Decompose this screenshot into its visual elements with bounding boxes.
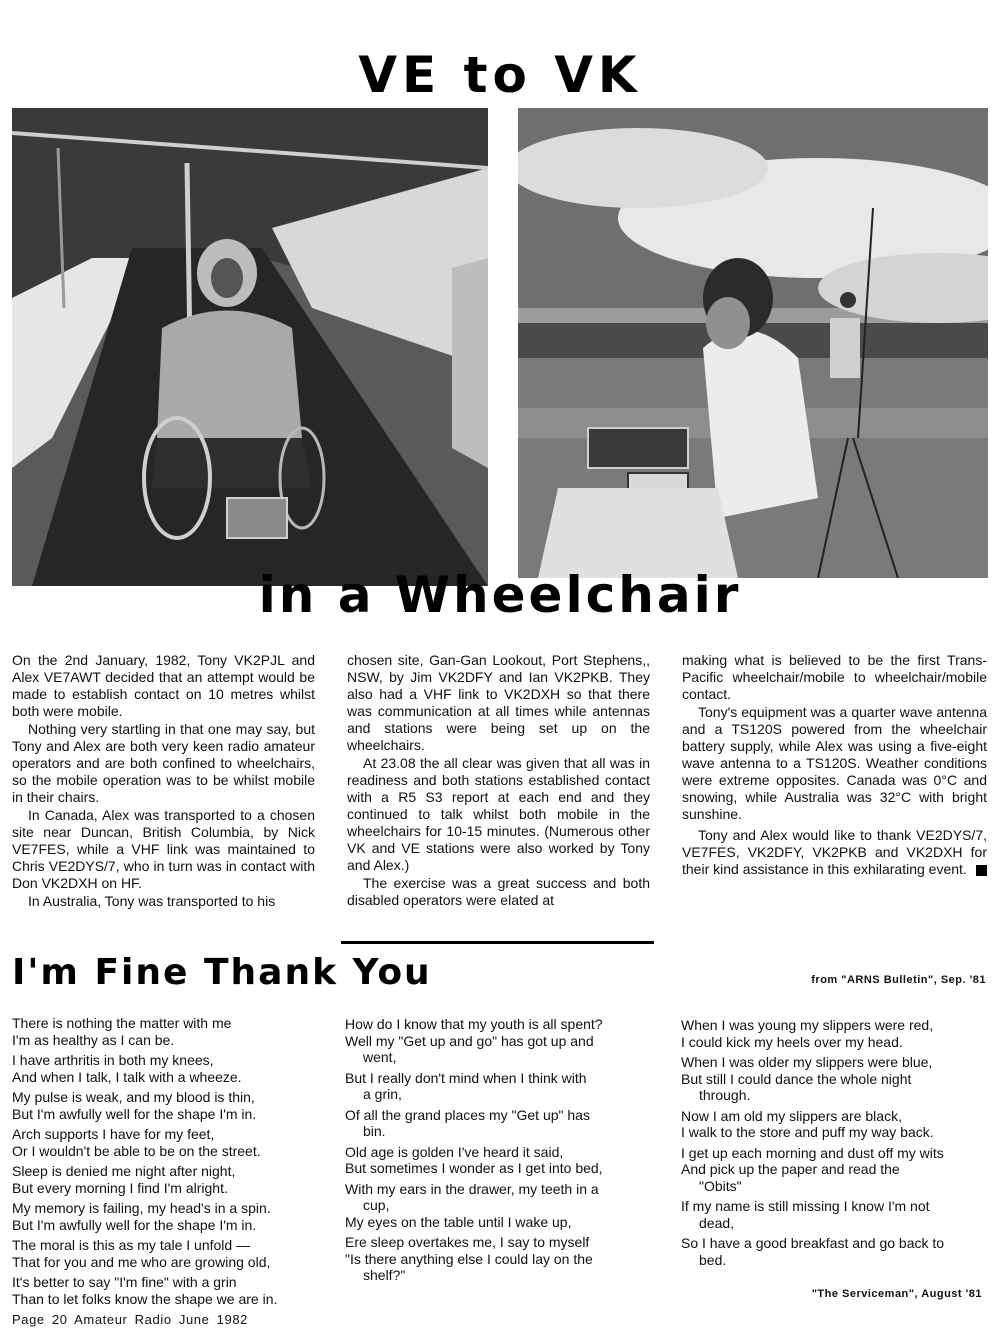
poem-line: But I'm awfully well for the shape I'm in.: [12, 1105, 257, 1122]
poem-stanza: [681, 1145, 988, 1195]
poem-line: With my ears in the drawer, my teeth in a: [345, 1180, 599, 1197]
photo-wheelchair-lookout-image: [518, 108, 988, 578]
article-paragraph: making what is believed to be the first Trans-Pacific wheelchair/mobile to wheelchair/mobile contact.: [682, 652, 987, 702]
poem-line: But I'm awfully well for the shape I'm in.: [12, 1216, 257, 1233]
poem-stanza: [681, 1235, 988, 1268]
article-paragraph: In Canada, Alex was transported to a chosen site near Duncan, British Columbia, by Nick VE7FES, while a VHF link was maintained to Chris VE2DYS/7, who in turn was in contact with Don VK2DXH on HF.: [12, 807, 315, 891]
poem-line: went,: [363, 1049, 397, 1065]
footer-issue-date: June 1982: [178, 1312, 248, 1327]
poem-stanza: [12, 1200, 330, 1233]
poem-stanza: [12, 1163, 330, 1196]
poem-stanza: [12, 1089, 330, 1122]
photo-wheelchair-snow-image: [12, 108, 488, 586]
poem-line: I get up each morning and dust off my wits: [681, 1144, 944, 1161]
poem-line: Sleep is denied me night after night,: [12, 1163, 236, 1179]
poem-line: My memory is failing, my head's in a spin.: [12, 1200, 271, 1216]
poem-stanza: [345, 1234, 653, 1284]
poem-line: a grin,: [363, 1086, 402, 1102]
photo-wheelchair-lookout: [518, 108, 988, 578]
article-paragraph: On the 2nd January, 1982, Tony VK2PJL and Alex VE7AWT decided that an attempt would be made to establish contact on 10 metres whilst both were mobile.: [12, 652, 315, 719]
poem-line: It's better to say "I'm fine" with a grin: [12, 1274, 237, 1290]
poem-stanza: [681, 1198, 988, 1231]
poem-line: And pick up the paper and read the: [681, 1161, 900, 1177]
poem-line: Than to let folks know the shape we are in.: [12, 1290, 278, 1307]
poem-line: "Obits": [699, 1177, 742, 1194]
article-paragraph: Nothing very startling in that one may say, but Tony and Alex are both very keen radio amateur operators and are both confined to wheelchairs, so the mobile operation was to be whilst mobile in their chairs.: [12, 721, 315, 805]
page-footer: [12, 1312, 248, 1327]
article-headline-bottom: in a Wheelchair: [258, 566, 742, 624]
article-headline-top: VE to VK: [358, 46, 642, 104]
poem-line: bed.: [699, 1251, 727, 1268]
poem-line: Arch supports I have for my feet,: [12, 1126, 215, 1142]
poem-line: Old age is golden I've heard it said,: [345, 1143, 564, 1160]
poem-line: shelf?": [363, 1267, 406, 1283]
poem-line: When I was older my slippers were blue,: [681, 1054, 933, 1070]
poem-line: So I have a good breakfast and go back to: [681, 1235, 945, 1251]
article-paragraph-closing: [682, 827, 987, 878]
footer-page-number: Page 20: [12, 1312, 68, 1327]
poem-line: dead,: [699, 1214, 735, 1231]
poem-line: But I really don't mind when I think with: [345, 1069, 587, 1086]
poem-line: And when I talk, I talk with a wheeze.: [12, 1068, 242, 1085]
poem-stanza: [345, 1016, 653, 1066]
poem-line: There is nothing the matter with me: [12, 1015, 232, 1031]
poem-line: The moral is this as my tale I unfold —: [12, 1237, 251, 1253]
poem-stanza: [345, 1107, 653, 1140]
poem-column-3: [681, 1017, 988, 1272]
poem-source-credit: from "ARNS Bulletin", Sep. '81: [811, 974, 986, 986]
section-divider: [341, 941, 654, 944]
poem-title: I'm Fine Thank You: [12, 952, 432, 993]
poem-line: I have arthritis in both my knees,: [12, 1052, 214, 1068]
footer-publication: Amateur Radio: [74, 1312, 172, 1327]
poem-line: Or I wouldn't be able to be on the street.: [12, 1142, 261, 1159]
poem-stanza: [345, 1144, 653, 1177]
poem-line: "Is there anything else I could lay on the: [345, 1250, 593, 1267]
poem-line: I walk to the store and puff my way back.: [681, 1124, 934, 1140]
poem-line: Now I am old my slippers are black,: [681, 1107, 902, 1124]
poem-stanza: [345, 1181, 653, 1231]
poem-column-2: [345, 1016, 653, 1288]
article-paragraph: At 23.08 the all clear was given that all was in readiness and both stations established contact with a R5 S3 report at each end and they continued to talk whilst both mobile in the wheelchairs for 10-15 minutes. (Numerous other VK and VE stations were also worked by Tony and Alex.): [347, 755, 650, 873]
end-of-article-mark: [976, 865, 987, 876]
article-paragraph: In Australia, Tony was transported to his: [28, 893, 276, 909]
poem-stanza: [12, 1274, 330, 1307]
poem-stanza: [12, 1015, 330, 1048]
article-closing-text: Tony and Alex would like to thank VE2DYS/7, VE7FES, VK2DFY, VK2PKB and VK2DXH for their kind assistance in this exhilarating event.: [682, 827, 987, 877]
poem-line: How do I know that my youth is all spent?: [345, 1016, 603, 1032]
poem-line: But still I could dance the whole night: [681, 1070, 912, 1087]
article-paragraph: chosen site, Gan-Gan Lookout, Port Stephens,, NSW, by Jim VK2DFY and Ian VK2PKB. They also had a VHF link to VK2DXH so that there was communication at all times while antennas and stations were being set up on the wheelchairs.: [347, 652, 650, 753]
poem-line: When I was young my slippers were red,: [681, 1017, 934, 1033]
poem-column-1: [12, 1015, 330, 1311]
poem-line: That for you and me who are growing old,: [12, 1253, 271, 1270]
poem-line: I'm as healthy as I can be.: [12, 1031, 175, 1048]
poem-line: But sometimes I wonder as I get into bed,: [345, 1160, 603, 1176]
poem-line: I could kick my heels over my head.: [681, 1033, 903, 1050]
poem-line: bin.: [363, 1123, 386, 1139]
poem-stanza: [681, 1054, 988, 1104]
article-column-1: [12, 652, 315, 911]
poem-line: Ere sleep overtakes me, I say to myself: [345, 1234, 590, 1250]
poem-stanza: [345, 1070, 653, 1103]
poem-line: Of all the grand places my "Get up" has: [345, 1106, 590, 1123]
poem-stanza: [681, 1017, 988, 1050]
poem-line: through.: [699, 1087, 751, 1103]
poem-stanza: [12, 1237, 330, 1270]
article-column-3: [682, 652, 987, 879]
photo-wheelchair-snow: [12, 108, 488, 586]
poem-line: My pulse is weak, and my blood is thin,: [12, 1089, 255, 1105]
poem-line: But every morning I find I'm alright.: [12, 1179, 228, 1196]
poem-line: If my name is still missing I know I'm not: [681, 1198, 930, 1214]
article-paragraph: The exercise was a great success and both disabled operators were elated at: [347, 875, 650, 908]
article-paragraph: Tony's equipment was a quarter wave antenna and a TS120S powered from the wheelchair battery supply, while Alex was using a five-eight wave antenna to a TS120S. Weather conditions were extreme opposites. Canada was 0°C and snowing, while Australia was 32°C with bright sunshine.: [682, 704, 987, 822]
poem-line: My eyes on the table until I wake up,: [345, 1213, 572, 1230]
poem-line: cup,: [363, 1197, 390, 1213]
article-column-2: [347, 652, 650, 910]
poem-stanza: [681, 1108, 988, 1141]
poem-stanza: [12, 1052, 330, 1085]
poem-stanza: [12, 1126, 330, 1159]
poem-author-credit: "The Serviceman", August '81: [811, 1288, 982, 1300]
poem-line: Well my "Get up and go" has got up and: [345, 1032, 594, 1049]
